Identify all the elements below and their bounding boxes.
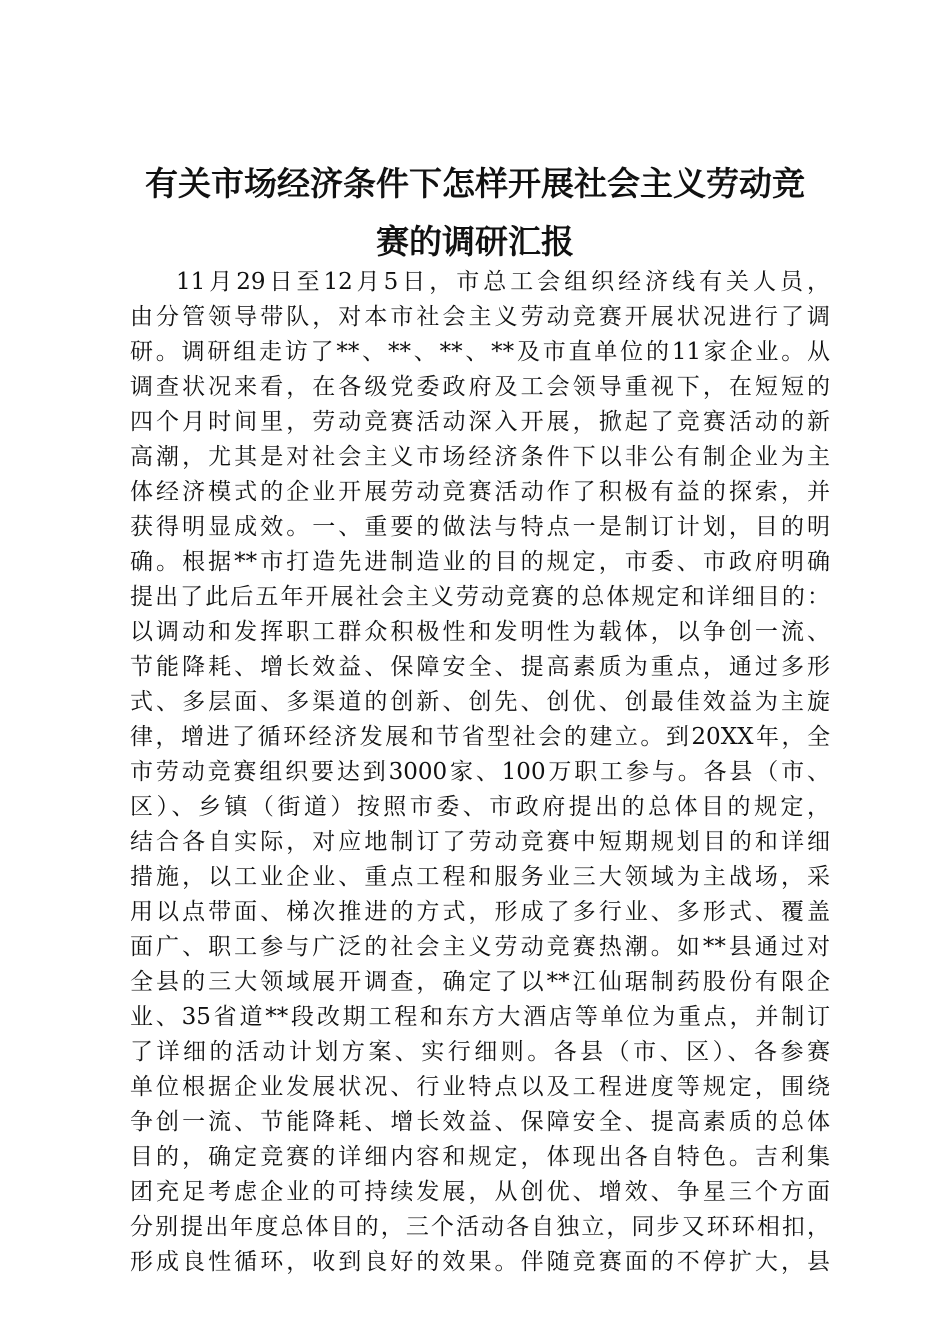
body-line-19: 用以点带面、梯次推进的方式，形成了多行业、多形式、覆盖 <box>130 899 830 925</box>
body-line-17: 结合各自实际，对应地制订了劳动竞赛中短期规划目的和详细 <box>130 829 830 855</box>
body-line-25: 争创一流、节能降耗、增长效益、保障安全、提高素质的总体 <box>130 1109 830 1135</box>
body-line-3: 研。调研组走访了**、**、**、**及市直单位的11家企业。从 <box>130 339 830 365</box>
body-line-14: 律，增进了循环经济发展和节省型社会的建立。到20XX年，全 <box>130 724 830 750</box>
body-line-9: 确。根据**市打造先进制造业的目的规定，市委、市政府明确 <box>130 549 830 575</box>
body-line-10: 提出了此后五年开展社会主义劳动竞赛的总体规定和详细目的： <box>130 584 830 610</box>
body-line-8: 获得明显成效。一、重要的做法与特点一是制订计划，目的明 <box>130 514 830 540</box>
body-line-22: 业、35省道**段改期工程和东方大酒店等单位为重点，并制订 <box>130 1004 830 1030</box>
body-line-27: 团充足考虑企业的可持续发展，从创优、增效、争星三个方面 <box>130 1179 830 1205</box>
body-line-12: 节能降耗、增长效益、保障安全、提高素质为重点，通过多形 <box>130 654 830 680</box>
body-line-18: 措施，以工业企业、重点工程和服务业三大领域为主战场，采 <box>130 864 830 890</box>
document-body <box>130 265 830 1280</box>
document-title-line-1: 有关市场经济条件下怎样开展社会主义劳动竞 <box>145 164 805 203</box>
body-line-6: 高潮，尤其是对社会主义市场经济条件下以非公有制企业为主 <box>130 444 830 470</box>
body-line-5: 四个月时间里，劳动竞赛活动深入开展，掀起了竞赛活动的新 <box>130 409 830 435</box>
document-title-line-2: 赛的调研汇报 <box>376 222 574 261</box>
body-line-1: 11月29日至12月5日，市总工会组织经济线有关人员， <box>176 269 830 295</box>
body-line-29: 形成良性循环，收到良好的效果。伴随竞赛面的不停扩大，县 <box>130 1249 830 1275</box>
body-line-11: 以调动和发挥职工群众积极性和发明性为载体，以争创一流、 <box>130 619 830 645</box>
body-line-28: 分别提出年度总体目的，三个活动各自独立，同步又环环相扣， <box>130 1214 830 1240</box>
body-line-21: 全县的三大领域展开调查，确定了以**江仙琚制药股份有限企 <box>130 969 830 995</box>
body-line-15: 市劳动竞赛组织要达到3000家、100万职工参与。各县（市、 <box>130 759 830 785</box>
body-line-20: 面广、职工参与广泛的社会主义劳动竞赛热潮。如**县通过对 <box>130 934 830 960</box>
body-line-4: 调查状况来看，在各级党委政府及工会领导重视下，在短短的 <box>130 374 830 400</box>
body-line-2: 由分管领导带队，对本市社会主义劳动竞赛开展状况进行了调 <box>130 304 830 330</box>
body-line-23: 了详细的活动计划方案、实行细则。各县（市、区）、各参赛 <box>130 1039 830 1065</box>
body-line-24: 单位根据企业发展状况、行业特点以及工程进度等规定，围绕 <box>130 1074 830 1100</box>
body-line-13: 式、多层面、多渠道的创新、创先、创优、创最佳效益为主旋 <box>130 689 830 715</box>
body-line-16: 区）、乡镇（街道）按照市委、市政府提出的总体目的规定， <box>130 794 830 820</box>
body-line-7: 体经济模式的企业开展劳动竞赛活动作了积极有益的探索，并 <box>130 479 830 505</box>
body-line-26: 目的，确定竞赛的详细内容和规定，体现出各自特色。吉利集 <box>130 1144 830 1170</box>
